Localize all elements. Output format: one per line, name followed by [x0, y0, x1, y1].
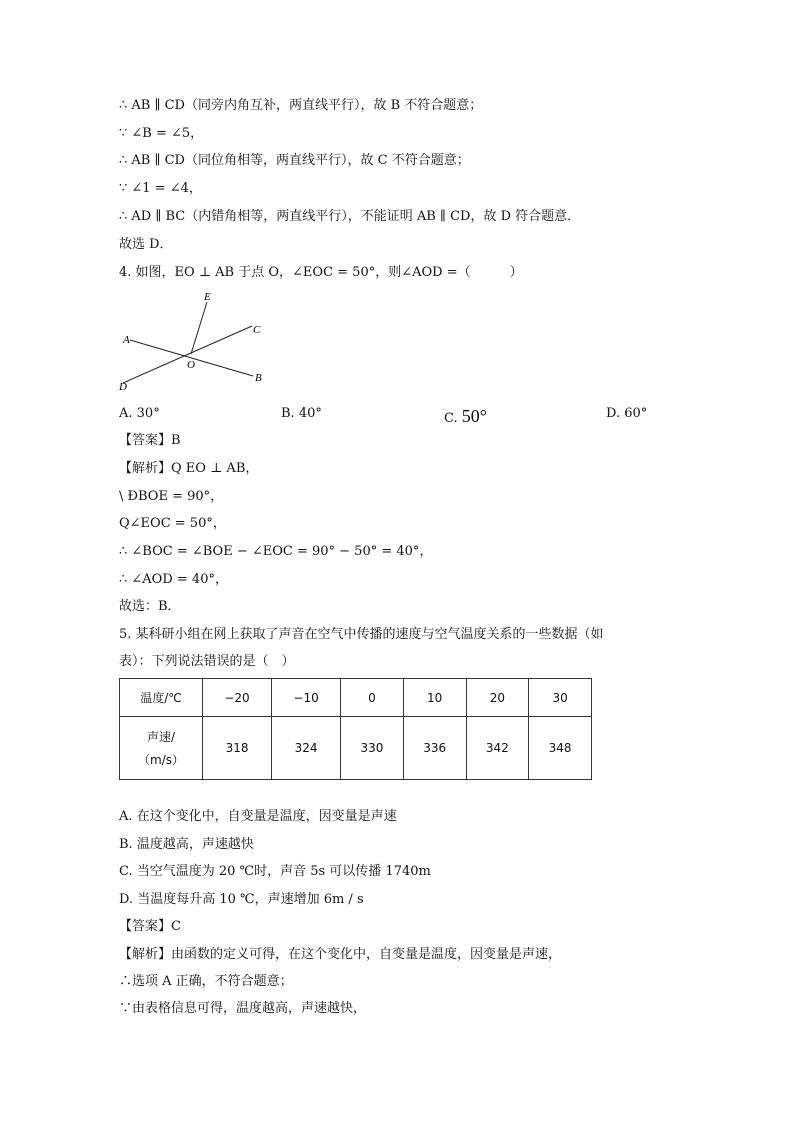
analysis-line: Q∠EOC = 50°，	[119, 516, 226, 531]
text-line: ∴ AB ∥ CD（同旁内角互补，两直线平行），故 B 不符合题意；	[119, 98, 483, 113]
option-b: B. 温度越高，声速越快	[119, 837, 254, 852]
analysis-line: 【解析】Q EO ⊥ AB，	[119, 461, 259, 476]
table-cell: 336	[403, 717, 466, 780]
text-line: ∴ AD ∥ BC（内错角相等，两直线平行），不能证明 AB ∥ CD，故 D 符合题意．	[119, 209, 581, 224]
analysis-line: 【解析】由函数的定义可得，在这个变化中，自变量是温度，因变量是声速，	[119, 947, 562, 962]
analysis-line: ∴ ∠BOC = ∠BOE − ∠EOC = 90° − 50° = 40°，	[119, 544, 433, 559]
analysis-line: ∴ ∠AOD = 40°，	[119, 572, 228, 587]
analysis-line: \ ÐBOE = 90°，	[119, 489, 224, 504]
label-D: D	[119, 381, 127, 393]
table-cell: 0	[341, 679, 404, 717]
answer: 【答案】B	[119, 433, 181, 448]
option-c	[444, 406, 487, 427]
option-d: D. 60°	[606, 406, 648, 421]
table-cell: 30	[529, 679, 592, 717]
table-row	[120, 717, 592, 780]
label-A: A	[123, 334, 130, 346]
table-cell: 318	[203, 717, 272, 780]
option-d: D. 当温度每升高 10 ℃，声速增加 6m / s	[119, 892, 364, 907]
text-line: ∵ ∠1 = ∠4，	[119, 181, 202, 196]
data-table	[119, 678, 592, 780]
table-header-cell	[120, 717, 203, 780]
text-line: ∴ AB ∥ CD（同位角相等，两直线平行），故 C 不符合题意；	[119, 153, 470, 168]
label-C: C	[253, 324, 261, 336]
line-DC	[123, 326, 252, 383]
option-a: A. 在这个变化中，自变量是温度，因变量是声速	[119, 809, 397, 824]
table-cell: 10	[403, 679, 466, 717]
text-line: ∵ ∠B = ∠5，	[119, 126, 204, 141]
option-c-value: 50°	[461, 406, 487, 426]
table-cell: 342	[466, 717, 529, 780]
question-stem: 5. 某科研小组在网上获取了声音在空气中传播的速度与空气温度关系的一些数据（如	[119, 627, 604, 642]
table-cell: −10	[272, 679, 341, 717]
option-c: C. 当空气温度为 20 ℃时，声音 5s 可以传播 1740m	[119, 864, 431, 879]
label-O: O	[187, 359, 195, 371]
table-cell: 324	[272, 717, 341, 780]
geometry-figure	[115, 288, 275, 398]
answer: 【答案】C	[119, 919, 181, 934]
option-c-letter: C.	[444, 411, 458, 426]
analysis-line: 故选：B．	[119, 599, 181, 614]
table-row	[120, 679, 592, 717]
table-header-cell: 温度/℃	[120, 679, 203, 717]
header-line: 声速/	[146, 730, 176, 744]
text-line: 故选 D．	[119, 237, 173, 252]
table-cell: 348	[529, 717, 592, 780]
table-cell: 330	[341, 717, 404, 780]
analysis-line: ∵由表格信息可得，温度越高，声速越快，	[119, 1001, 367, 1016]
option-b: B. 40°	[281, 406, 322, 421]
option-a: A. 30°	[119, 406, 160, 421]
header-line: （m/s）	[138, 753, 184, 767]
ray-OE	[191, 302, 207, 354]
table-cell: 20	[466, 679, 529, 717]
table-cell: −20	[203, 679, 272, 717]
question-stem: 表）：下列说法错误的是（ ）	[119, 654, 295, 669]
question-stem: 4. 如图，EO ⊥ AB 于点 O，∠EOC = 50°，则∠AOD =（ ）	[119, 265, 523, 280]
label-B: B	[255, 372, 262, 384]
label-E: E	[204, 291, 211, 303]
analysis-line: ∴选项 A 正确，不符合题意；	[119, 974, 293, 989]
